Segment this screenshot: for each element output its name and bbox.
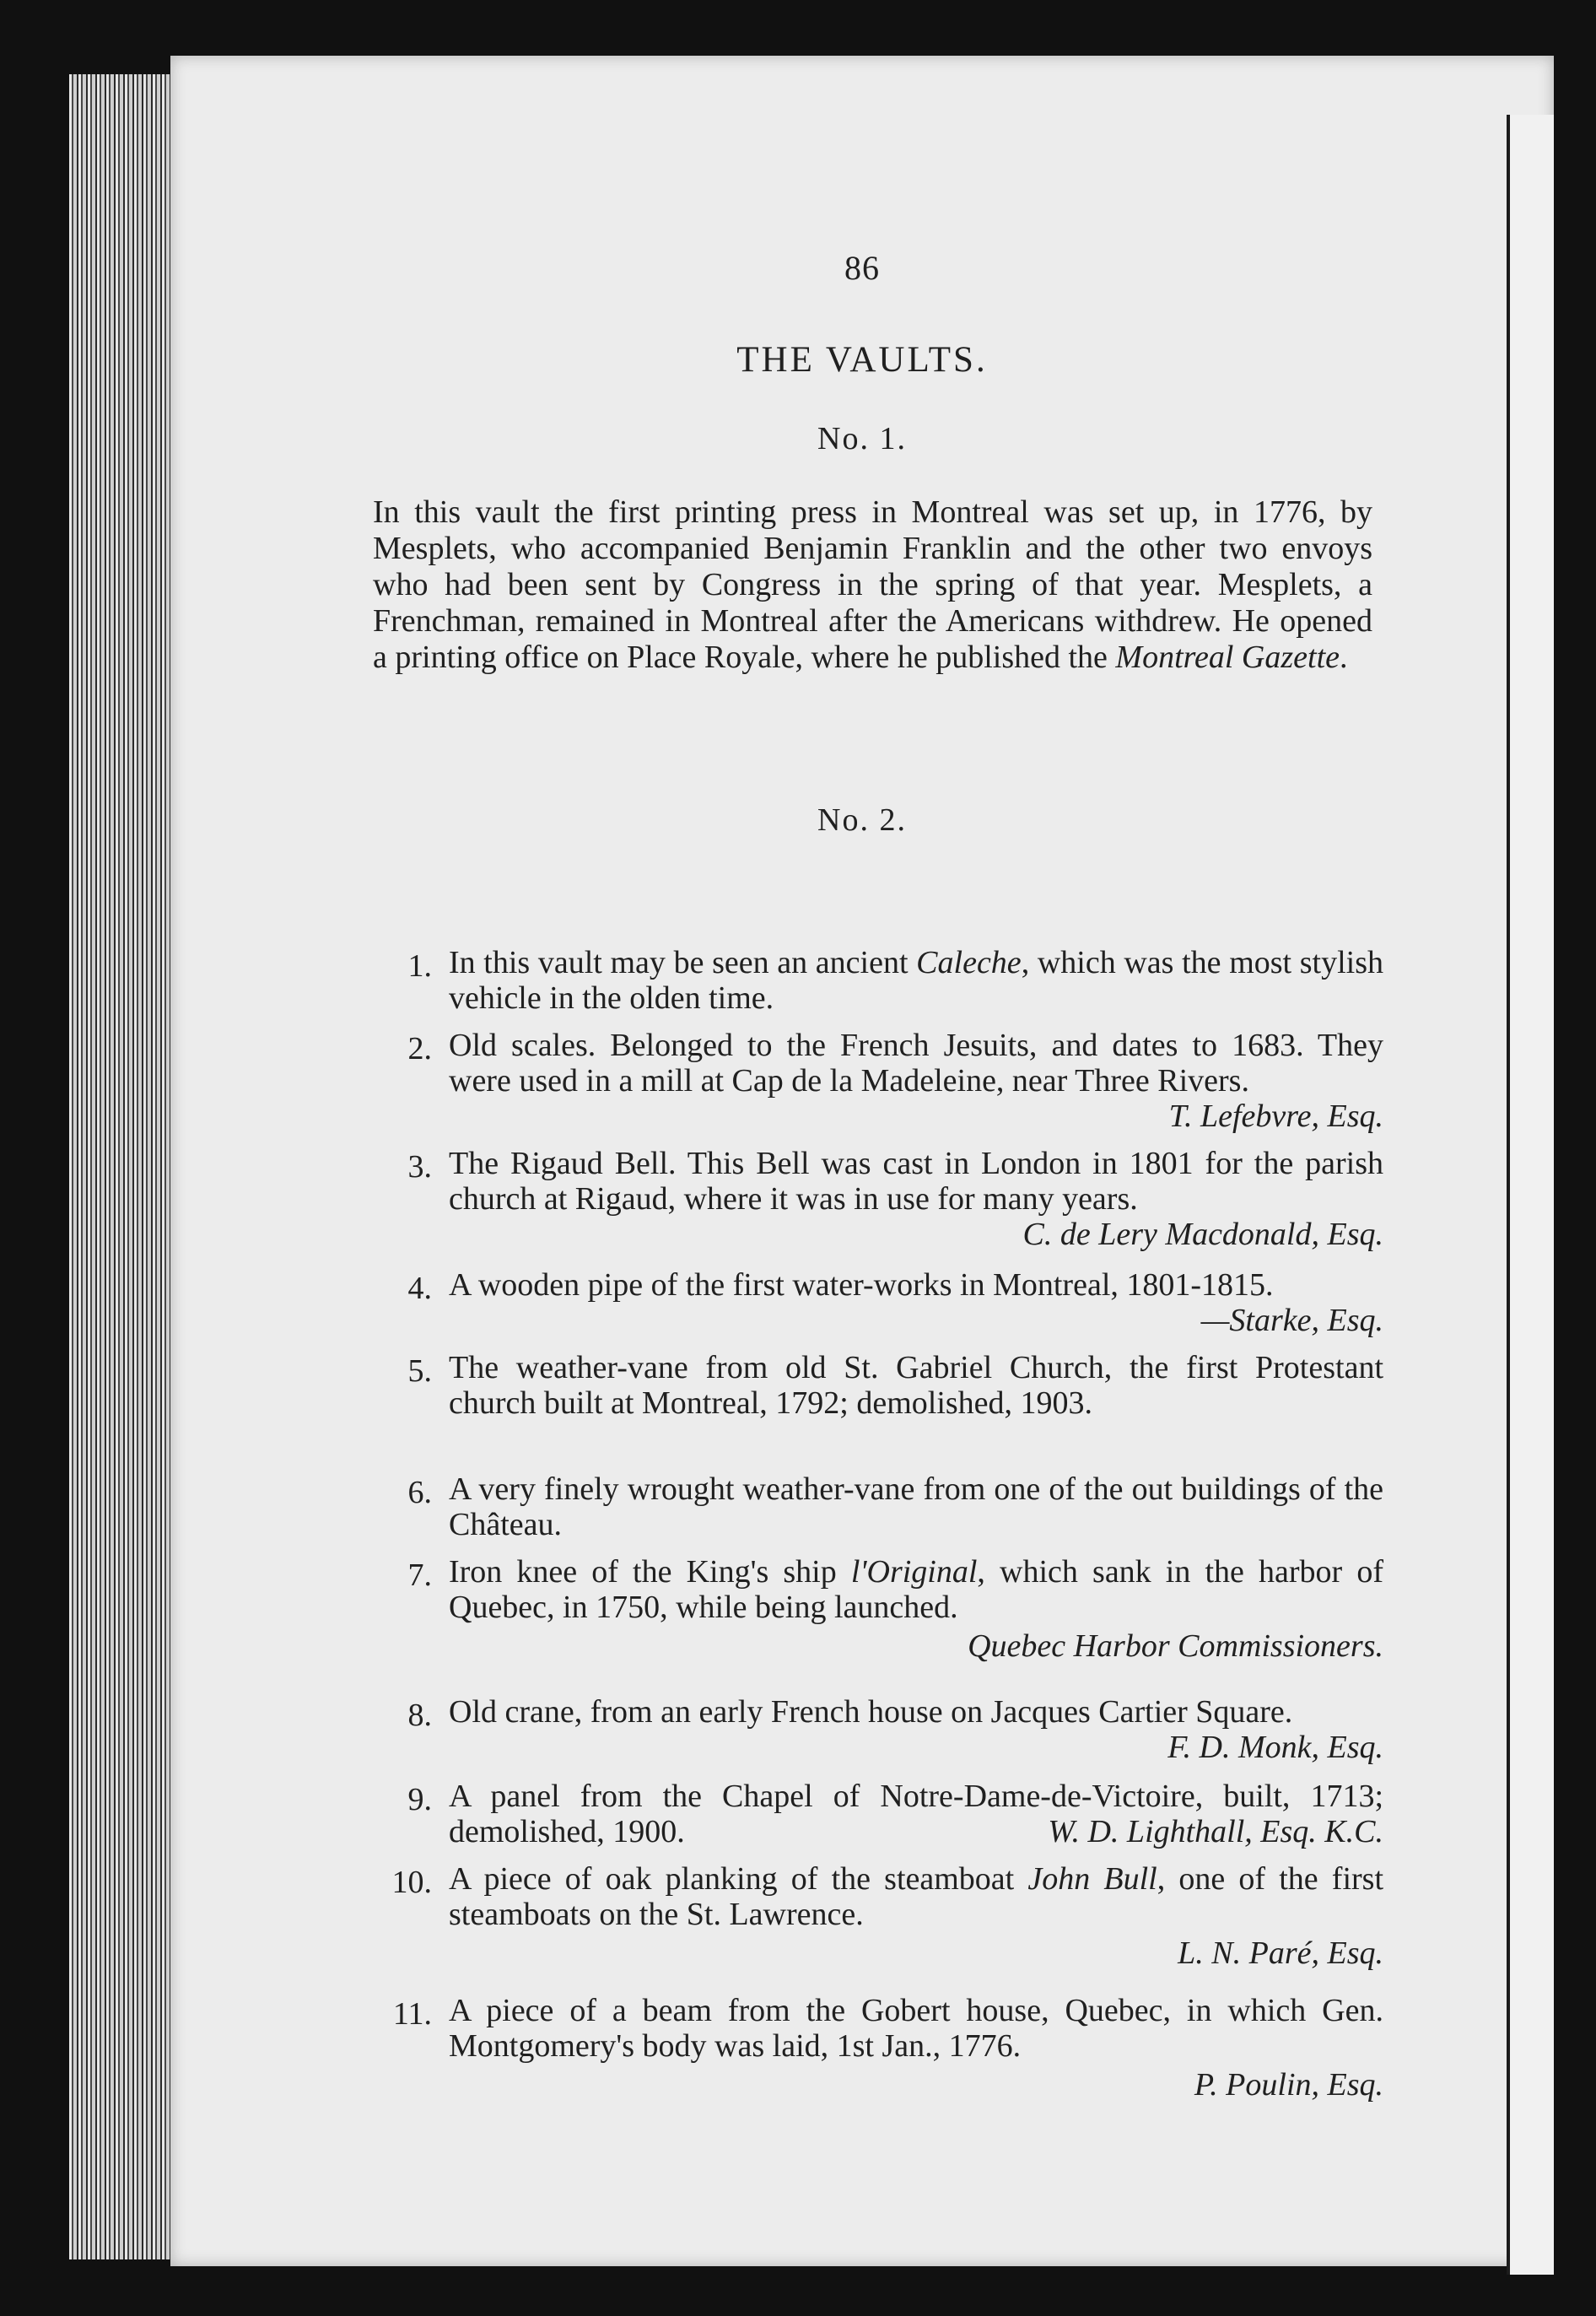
item-donor: F. D. Monk, Esq. xyxy=(1167,1730,1383,1765)
item-italic-text: John Bull xyxy=(1027,1861,1157,1897)
section-heading-1: No. 1. xyxy=(817,421,907,456)
item-text-part: Iron knee of the King's ship xyxy=(449,1554,851,1590)
item-text-part: A piece of oak planking of the steamboat xyxy=(449,1861,1028,1897)
item-donor: T. Lefebvre, Esq. xyxy=(1168,1099,1383,1134)
list-item-9 xyxy=(388,1779,1383,1851)
item-text-part: A piece of a beam from the Gobert house, Quebec, in which Gen. Montgomery's body was laid, 1st Jan., 1776. xyxy=(449,1993,1383,2064)
item-text-part: Old scales. Belonged to the French Jesuits, and dates to 1683. They were used in a mill at Cap de la Madeleine, near Three Rivers. xyxy=(449,1028,1383,1099)
item-text xyxy=(449,1267,1383,1303)
item-text xyxy=(449,1993,1383,2064)
item-number: 7. xyxy=(407,1557,432,1593)
item-donor: C. de Lery Macdonald, Esq. xyxy=(1022,1217,1383,1252)
list-item-1 xyxy=(388,945,1383,1019)
list-item-6 xyxy=(388,1471,1383,1544)
item-text-part: , which was the most stylish vehicle in the olden time. xyxy=(449,945,1383,1016)
item-text-part: A panel from the Chapel of Notre-Dame-de-Victoire, built, 1713; demolished, 1900. xyxy=(449,1779,1383,1849)
item-text xyxy=(449,945,1383,1016)
item-text xyxy=(449,1861,1383,1932)
item-number: 5. xyxy=(407,1353,432,1389)
item-italic-text: Caleche xyxy=(916,945,1022,980)
list-item-5 xyxy=(388,1350,1383,1458)
item-donor: W. D. Lighthall, Esq. K.C. xyxy=(1048,1814,1383,1849)
list-item-3 xyxy=(388,1146,1383,1254)
item-donor: L. N. Paré, Esq. xyxy=(1178,1935,1383,1971)
item-number: 1. xyxy=(407,948,432,984)
item-number: 4. xyxy=(407,1271,432,1306)
list-item-10 xyxy=(388,1861,1383,1971)
item-text-part: Old crane, from an early French house on Jacques Cartier Square. xyxy=(449,1694,1293,1730)
item-text xyxy=(449,1146,1383,1217)
item-number: 6. xyxy=(407,1475,432,1510)
item-number: 11. xyxy=(392,1996,432,2032)
item-number: 3. xyxy=(407,1149,432,1185)
item-text-part: A very finely wrought weather-vane from one of the out buildings of the Château. xyxy=(449,1471,1383,1542)
page-title: THE VAULTS. xyxy=(736,340,988,380)
item-number: 8. xyxy=(407,1698,432,1733)
section-1-paragraph-italic: Montreal Gazette xyxy=(1115,640,1340,675)
book-page xyxy=(170,56,1554,2266)
item-text xyxy=(449,1694,1383,1730)
item-number: 2. xyxy=(407,1031,432,1066)
list-item-11 xyxy=(388,1993,1383,2103)
section-1-paragraph-text: In this vault the first printing press in Montreal was set up, in 1776, by Mesplets, who accompanied Benjamin Franklin and the other two envoys who had been sent by Congress in the spring of that year. Mesplets, a Frenchman, remained in Montreal after the Americans withdrew. He opened a printing office on Place Royale, where he published the xyxy=(373,494,1372,675)
item-donor: Quebec Harbor Commissioners. xyxy=(968,1628,1383,1664)
item-number: 9. xyxy=(407,1782,432,1817)
item-text xyxy=(449,1471,1383,1542)
item-text-part: In this vault may be seen an ancient xyxy=(449,945,917,980)
section-heading-2: No. 2. xyxy=(817,802,907,838)
list-item-8 xyxy=(388,1694,1383,1767)
section-1-paragraph-end: . xyxy=(1340,640,1348,675)
item-text-part: The weather-vane from old St. Gabriel Church, the first Protestant church built at Montreal, 1792; demolished, 1903. xyxy=(449,1350,1383,1421)
item-italic-text: l'Original xyxy=(850,1554,978,1590)
list-item-2 xyxy=(388,1028,1383,1136)
book-page-edges xyxy=(69,74,177,2259)
item-text-part: The Rigaud Bell. This Bell was cast in London in 1801 for the parish church at Rigaud, where it was in use for many years. xyxy=(449,1146,1383,1217)
section-1-paragraph xyxy=(373,494,1372,676)
item-text-part: , which sank in the harbor of Quebec, in 1750, while being launched. xyxy=(449,1554,1383,1625)
page-number: 86 xyxy=(844,249,880,287)
list-item-4 xyxy=(388,1267,1383,1340)
item-text xyxy=(449,1028,1383,1099)
item-text xyxy=(449,1554,1383,1625)
item-donor: P. Poulin, Esq. xyxy=(1194,2067,1383,2103)
item-number: 10. xyxy=(391,1865,432,1900)
item-text-part: , one of the first steamboats on the St. Lawrence. xyxy=(449,1861,1384,1932)
item-text-part: A wooden pipe of the first water-works in Montreal, 1801-1815. xyxy=(449,1267,1274,1303)
item-donor: —Starke, Esq. xyxy=(1200,1303,1383,1338)
list-item-7 xyxy=(388,1554,1383,1664)
item-text xyxy=(449,1350,1383,1421)
